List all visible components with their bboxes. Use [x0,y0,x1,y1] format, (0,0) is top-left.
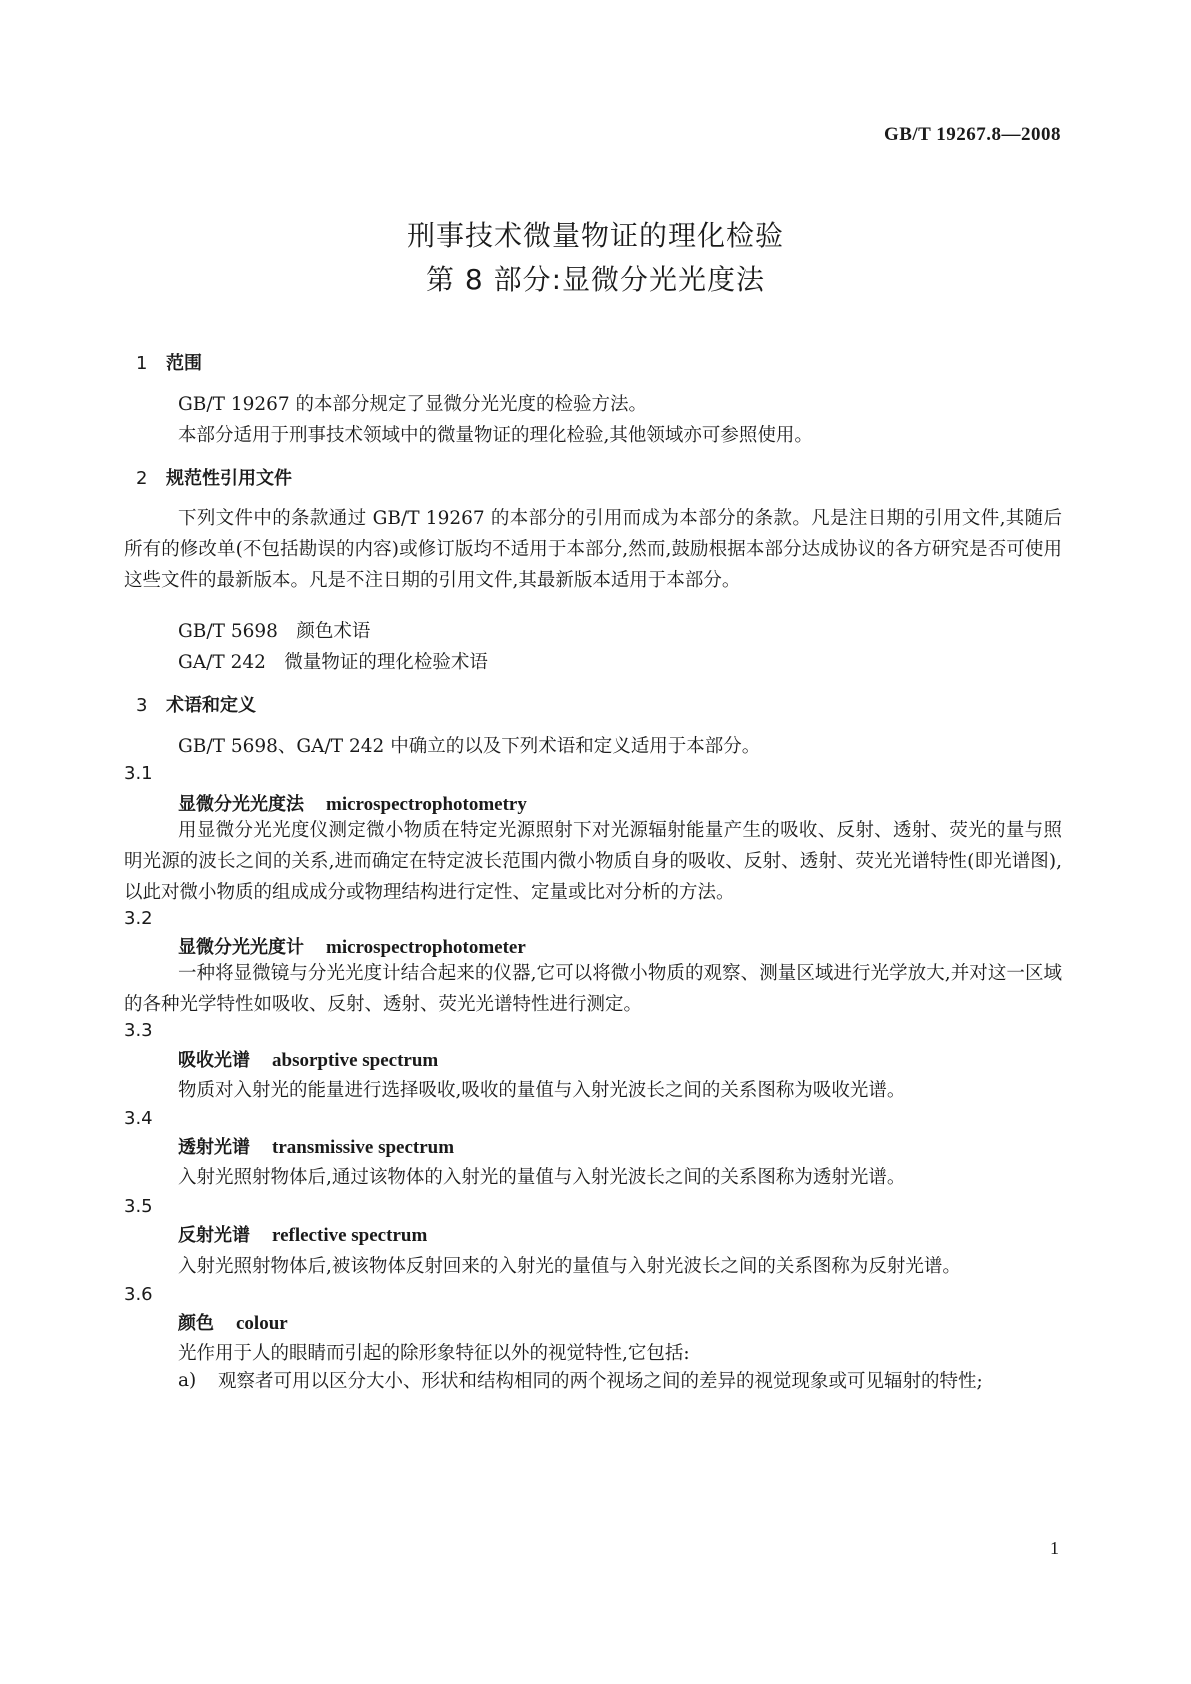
standard-code: GB/T 19267.8—2008 [883,124,1061,145]
term-definition: 一种将显微镜与分光光度计结合起来的仪器,它可以将微小物质的观察、测量区域进行光学放大,并对这一区域的各种光学特性如吸收、反射、透射、荧光光谱特性进行测定。 [124,963,1062,1015]
section-title: 范围 [166,353,202,374]
page-number: 1 [1050,1538,1059,1558]
term-number: 3.1 [124,763,153,784]
section-heading-normative-references [136,464,292,490]
term-title: 显微分光光度法 microspectrophotometry [178,794,527,815]
section-title: 规范性引用文件 [166,468,292,489]
section-heading-scope [136,349,202,375]
list-item-label: a) [178,1370,197,1391]
paragraph: GB/T 19267 的本部分规定了显微分光光度的检验方法。 [178,394,648,415]
term-title: 吸收光谱 absorptive spectrum [178,1050,439,1071]
section-heading-terms-definitions [136,691,256,717]
term-number: 3.2 [124,908,153,929]
paragraph: 本部分适用于刑事技术领域中的微量物证的理化检验,其他领域亦可参照使用。 [178,425,813,446]
term-definition: 入射光照射物体后,通过该物体的入射光的量值与入射光波长之间的关系图称为透射光谱。 [178,1167,906,1188]
term-definition: 光作用于人的眼睛而引起的除形象特征以外的视觉特性,它包括: [178,1343,690,1364]
term-title: 显微分光光度计 microspectrophotometer [178,937,526,958]
term-title: 反射光谱 reflective spectrum [178,1225,428,1246]
document-subtitle: 第 8 部分:显微分光光度法 [425,263,766,296]
list-item-text: 观察者可用以区分大小、形状和结构相同的两个视场之间的差异的视觉现象或可见辐射的特性; [218,1371,983,1392]
section-number: 2 [136,468,148,489]
reference-item: GA/T 242 微量物证的理化检验术语 [178,652,488,673]
term-definition: 入射光照射物体后,被该物体反射回来的入射光的量值与入射光波长之间的关系图称为反射光谱。 [178,1256,961,1277]
term-definition: 物质对入射光的能量进行选择吸收,吸收的量值与入射光波长之间的关系图称为吸收光谱。 [178,1080,906,1101]
term-number: 3.6 [124,1284,153,1305]
term-number: 3.4 [124,1108,153,1129]
section-number: 3 [136,695,148,716]
term-definition: 用显微分光光度仪测定微小物质在特定光源照射下对光源辐射能量产生的吸收、反射、透射、荧光的量与照明光源的波长之间的关系,进而确定在特定波长范围内微小物质自身的吸收、反射、透射、荧光光谱特性(即光谱图),以此对微小物质的组成成分或物理结构进行定性、定量或比对分析的方法。 [124,820,1062,903]
term-title: 颜色 colour [178,1313,288,1334]
section-title: 术语和定义 [166,695,256,716]
section-number: 1 [136,353,148,374]
term-title: 透射光谱 transmissive spectrum [178,1137,455,1158]
reference-item: GB/T 5698 颜色术语 [178,621,371,642]
paragraph: 下列文件中的条款通过 GB/T 19267 的本部分的引用而成为本部分的条款。凡是注日期的引用文件,其随后所有的修改单(不包括勘误的内容)或修订版均不适用于本部分,然而,鼓励根据本部分达成协议的各方研究是否可使用这些文件的最新版本。凡是不注日期的引用文件,其最新版本适用于本部分。 [124,508,1062,591]
term-number: 3.5 [124,1196,153,1217]
document-title: 刑事技术微量物证的理化检验 [406,219,784,252]
term-number: 3.3 [124,1020,153,1041]
paragraph: GB/T 5698、GA/T 242 中确立的以及下列术语和定义适用于本部分。 [178,736,761,757]
